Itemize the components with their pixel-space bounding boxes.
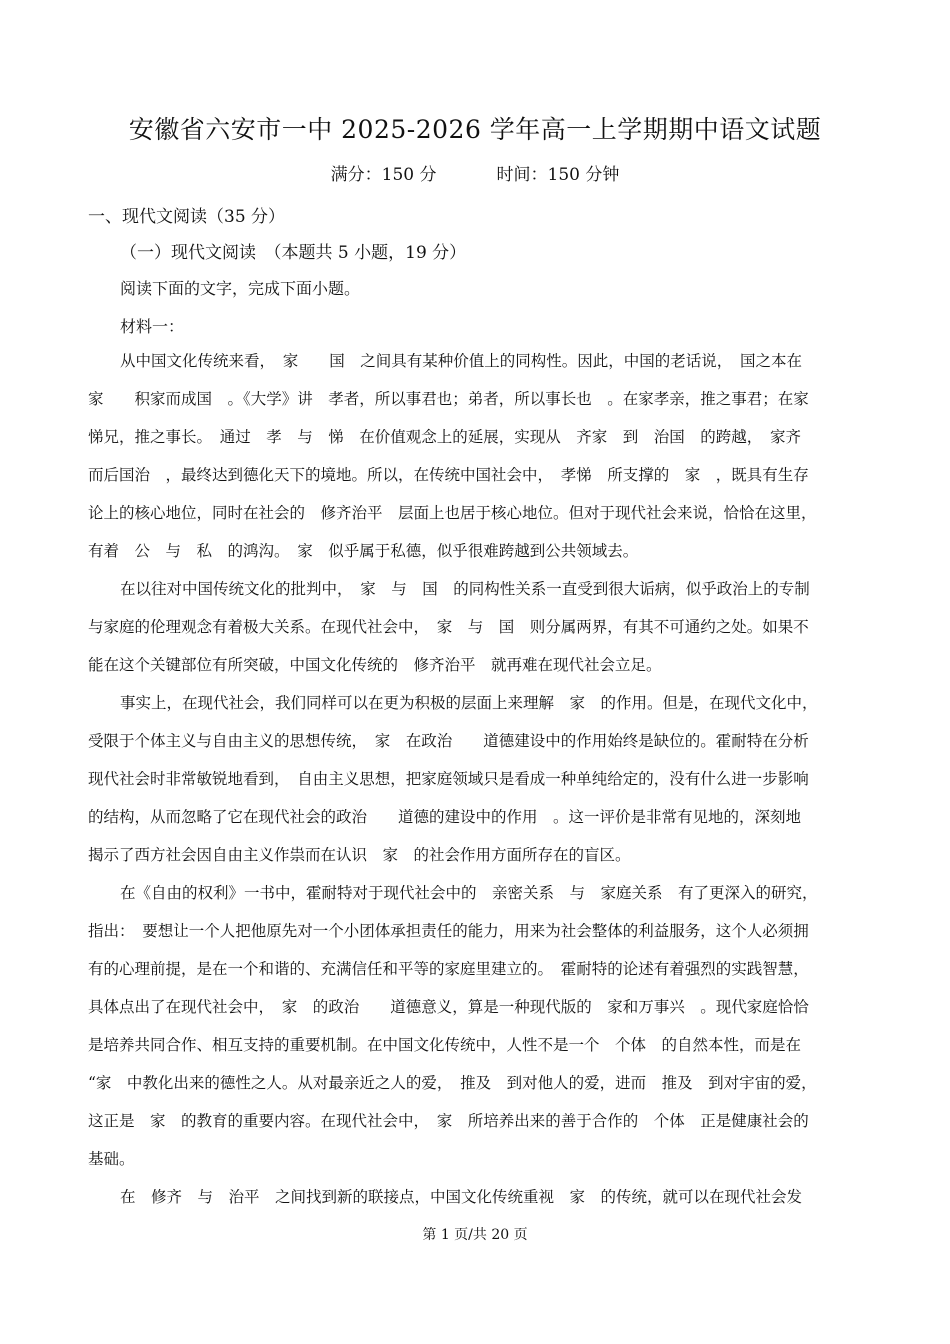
text-line: 在以往对中国传统文化的批判中， 家 与 国 的同构性关系一直受到很大诟病，似乎政治上的专制: [120, 580, 810, 598]
text-line: 有的心理前提，是在一个和谐的、充满信任和平等的家庭里建立的。 霍耐特的论述有着强烈的实践智慧，: [88, 960, 809, 978]
reading-instruction: 阅读下面的文字，完成下面小题。: [120, 279, 361, 298]
paragraph: [88, 570, 878, 684]
text-line: 能在这个关键部位有所突破，中国文化传统的 修齐治平 就再难在现代社会立足。: [88, 656, 662, 674]
exam-time: 时间：150 分钟: [496, 165, 620, 185]
text-line: 在 修齐 与 治平 之间找到新的联接点，中国文化传统重视 家 的传统，就可以在现代社会发: [120, 1188, 803, 1206]
text-line: 是培养共同合作、相互支持的重要机制。在中国文化传统中，人性不是一个 个体 的自然本性，而是在: [88, 1036, 802, 1054]
text-line: 论上的核心地位，同时在社会的 修齐治平 层面上也居于核心地位。但对于现代社会来说，恰恰在这里，: [88, 504, 817, 522]
subsection-heading: （一）现代文阅读 （本题共 5 小题，19 分）: [120, 243, 467, 263]
text-line: 现代社会时非常敏锐地看到， 自由主义思想，把家庭领域只是看成一种单纯给定的，没有什么进一步影响: [88, 770, 809, 788]
text-line: 的结构，从而忽略了它在现代社会的政治 道德的建设中的作用 。这一评价是非常有见地的，深刻地: [88, 808, 802, 826]
text-line: 揭示了西方社会因自由主义作祟而在认识 家 的社会作用方面所存在的盲区。: [88, 846, 631, 864]
material-label: 材料一：: [120, 317, 185, 336]
text-line: 与家庭的伦理观念有着极大关系。在现代社会中， 家 与 国 则分属两界，有其不可通约之处。如果不: [88, 618, 809, 636]
text-line: 在《自由的权利》一书中，霍耐特对于现代社会中的 亲密关系 与 家庭关系 有了更深入的研究，: [120, 884, 818, 902]
exam-meta: [0, 160, 950, 185]
text-line: 有着 公 与 私 的鸿沟。 家 似乎属于私德，似乎很难跨越到公共领域去。: [88, 542, 639, 560]
paragraph: [88, 1178, 878, 1216]
text-line: 而后国治 ，最终达到德化天下的境地。所以，在传统中国社会中， 孝悌 所支撑的 家 ，既具有生存: [88, 466, 809, 484]
text-line: 悌兄，推之事长。 通过 孝 与 悌 在价值观念上的延展，实现从 齐家 到 治国 的跨越， 家齐: [88, 428, 802, 446]
text-line: 具体点出了在现代社会中， 家 的政治 道德意义，算是一种现代版的 家和万事兴 。现代家庭恰恰: [88, 998, 809, 1016]
section-heading: 一、现代文阅读（35 分）: [88, 207, 286, 227]
paragraph: [88, 874, 878, 1178]
text-line: 家 积家而成国 。《大学》讲 孝者，所以事君也；弟者，所以事长也 。在家孝亲，推之事君；在家: [88, 390, 809, 408]
text-line: 指出： 要想让一个人把他原先对一个小团体承担责任的能力，用来为社会整体的利益服务，这个人必须拥: [88, 922, 809, 940]
paragraph: [88, 342, 878, 570]
exam-title: 安徽省六安市一中 2025-2026 学年高一上学期期中语文试题: [128, 115, 822, 144]
text-line: 基础。: [88, 1150, 135, 1168]
text-line: 这正是 家 的教育的重要内容。在现代社会中， 家 所培养出来的善于合作的 个体 正是健康社会的: [88, 1112, 809, 1130]
page-footer: 第 1 页/共 20 页: [422, 1227, 528, 1243]
passage-body: [88, 342, 878, 1216]
paragraph: [88, 684, 878, 874]
text-line: 从中国文化传统来看， 家 国 之间具有某种价值上的同构性。因此，中国的老话说， 国之本在: [120, 352, 803, 370]
full-score: 满分：150 分: [330, 165, 437, 185]
text-line: 事实上，在现代社会，我们同样可以在更为积极的层面上来理解 家 的作用。但是，在现代文化中，: [120, 694, 818, 712]
text-line: 受限于个体主义与自由主义的思想传统， 家 在政治 道德建设中的作用始终是缺位的。霍耐特在分析: [88, 732, 809, 750]
text-line: “家 中教化出来的德性之人。从对最亲近之人的爱， 推及 到对他人的爱，进而 推及 到对宇宙的爱，: [88, 1074, 817, 1092]
